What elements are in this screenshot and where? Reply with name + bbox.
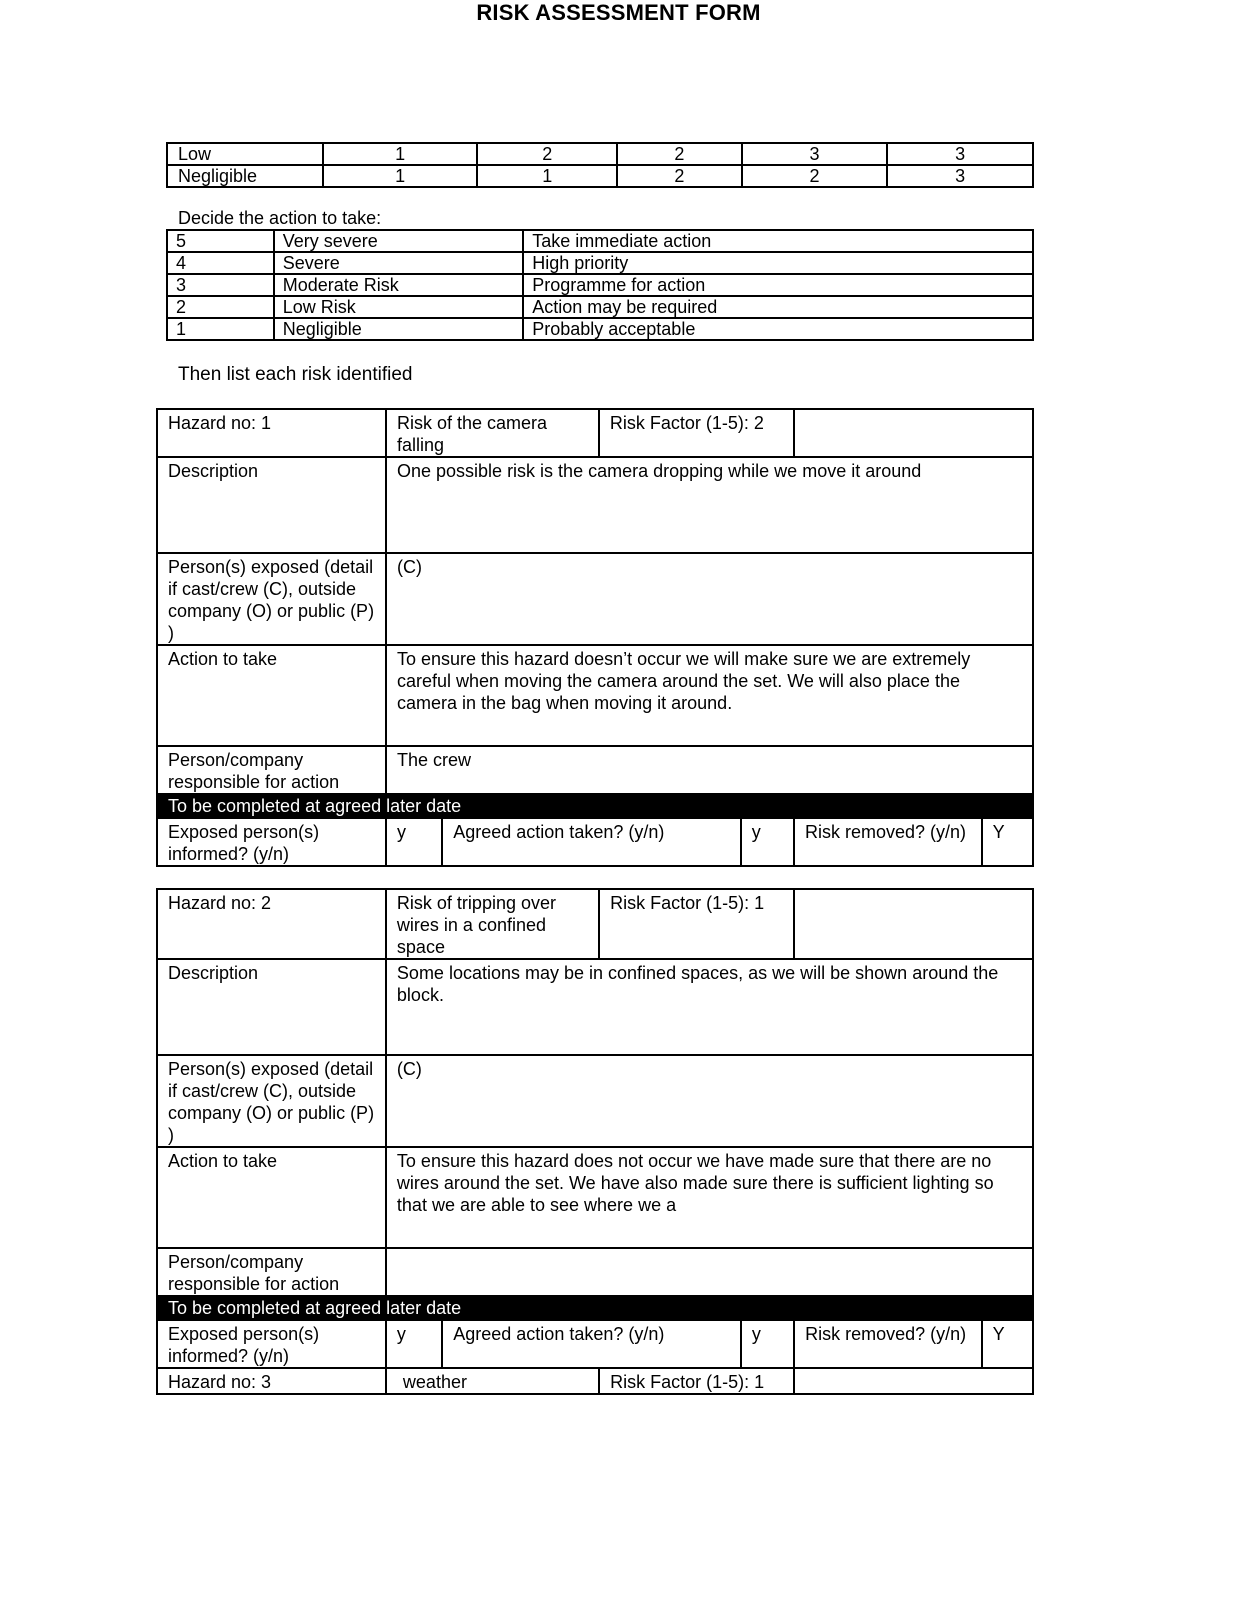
hazard-description: Some locations may be in confined spaces, as we will be shown around the block. bbox=[386, 959, 1033, 1055]
hazard-action: To ensure this hazard does not occur we have made sure that there are no wires around the set. We have also made sure there is sufficient lighting so that we are able to see where we a bbox=[386, 1147, 1033, 1248]
hazard-risk: Risk of the camera falling bbox=[386, 409, 599, 457]
agreed-label: Agreed action taken? (y/n) bbox=[442, 818, 741, 866]
description-label: Description bbox=[157, 959, 386, 1055]
responsible-label: Person/company responsible for action bbox=[157, 746, 386, 794]
matrix-cell: 3 bbox=[887, 143, 1033, 165]
agreed-value: y bbox=[741, 818, 794, 866]
action-row bbox=[167, 274, 1033, 296]
hazard-risk: Risk of tripping over wires in a confined space bbox=[386, 889, 599, 959]
action-score: 4 bbox=[167, 252, 274, 274]
hazard-description: One possible risk is the camera dropping while we move it around bbox=[386, 457, 1033, 553]
hazard-empty-cell bbox=[794, 889, 1033, 959]
matrix-row-negligible bbox=[167, 165, 1033, 187]
action-score: 2 bbox=[167, 296, 274, 318]
matrix-cell: 1 bbox=[323, 165, 478, 187]
removed-label: Risk removed? (y/n) bbox=[794, 1320, 982, 1368]
persons-exposed-label: Person(s) exposed (detail if cast/crew (C), outside company (O) or public (P) ) bbox=[157, 1055, 386, 1147]
matrix-cell: 2 bbox=[617, 143, 742, 165]
informed-value: y bbox=[386, 818, 442, 866]
action-row bbox=[167, 296, 1033, 318]
action-table bbox=[166, 229, 1034, 341]
removed-value: Y bbox=[982, 818, 1033, 866]
action-level: Moderate Risk bbox=[274, 274, 524, 296]
action-text: High priority bbox=[523, 252, 1033, 274]
action-row bbox=[167, 230, 1033, 252]
later-date-banner: To be completed at agreed later date bbox=[157, 1296, 1033, 1320]
action-score: 3 bbox=[167, 274, 274, 296]
hazard-number: Hazard no: 1 bbox=[157, 409, 386, 457]
hazard-responsible bbox=[386, 1248, 1033, 1296]
matrix-cell: 2 bbox=[477, 143, 617, 165]
hazard-empty-cell bbox=[794, 409, 1033, 457]
action-score: 5 bbox=[167, 230, 274, 252]
hazard-risk: weather bbox=[386, 1368, 599, 1394]
matrix-row-label: Low bbox=[167, 143, 323, 165]
action-text: Action may be required bbox=[523, 296, 1033, 318]
list-label: Then list each risk identified bbox=[178, 364, 413, 385]
action-text: Programme for action bbox=[523, 274, 1033, 296]
action-to-take-label: Action to take bbox=[157, 645, 386, 746]
removed-label: Risk removed? (y/n) bbox=[794, 818, 982, 866]
page-title: RISK ASSESSMENT FORM bbox=[476, 0, 761, 25]
hazard-risk-factor: Risk Factor (1-5): 2 bbox=[599, 409, 794, 457]
matrix-cell: 1 bbox=[477, 165, 617, 187]
hazard-responsible: The crew bbox=[386, 746, 1033, 794]
action-score: 1 bbox=[167, 318, 274, 340]
action-to-take-label: Action to take bbox=[157, 1147, 386, 1248]
action-row bbox=[167, 252, 1033, 274]
matrix-cell: 2 bbox=[742, 165, 888, 187]
hazard-table-2 bbox=[156, 888, 1034, 1395]
responsible-label: Person/company responsible for action bbox=[157, 1248, 386, 1296]
hazard-action: To ensure this hazard doesn’t occur we will make sure we are extremely careful when moving the camera around the set. We will also place the camera in the bag when moving it around. bbox=[386, 645, 1033, 746]
later-date-banner: To be completed at agreed later date bbox=[157, 794, 1033, 818]
decide-label: Decide the action to take: bbox=[178, 208, 382, 228]
action-text: Probably acceptable bbox=[523, 318, 1033, 340]
action-text: Take immediate action bbox=[523, 230, 1033, 252]
removed-value: Y bbox=[982, 1320, 1033, 1368]
matrix-cell: 2 bbox=[617, 165, 742, 187]
persons-exposed-label: Person(s) exposed (detail if cast/crew (C), outside company (O) or public (P) ) bbox=[157, 553, 386, 645]
hazard-empty-cell bbox=[794, 1368, 1033, 1394]
matrix-cell: 3 bbox=[742, 143, 888, 165]
hazard-exposed: (C) bbox=[386, 553, 1033, 645]
informed-label: Exposed person(s) informed? (y/n) bbox=[157, 818, 386, 866]
description-label: Description bbox=[157, 457, 386, 553]
action-level: Severe bbox=[274, 252, 524, 274]
agreed-label: Agreed action taken? (y/n) bbox=[442, 1320, 741, 1368]
action-level: Very severe bbox=[274, 230, 524, 252]
matrix-cell: 3 bbox=[887, 165, 1033, 187]
matrix-row-label: Negligible bbox=[167, 165, 323, 187]
hazard-number: Hazard no: 2 bbox=[157, 889, 386, 959]
hazard-risk-factor: Risk Factor (1-5): 1 bbox=[599, 889, 794, 959]
informed-label: Exposed person(s) informed? (y/n) bbox=[157, 1320, 386, 1368]
informed-value: y bbox=[386, 1320, 442, 1368]
hazard-risk-factor: Risk Factor (1-5): 1 bbox=[599, 1368, 794, 1394]
hazard-table-1 bbox=[156, 408, 1034, 867]
action-level: Negligible bbox=[274, 318, 524, 340]
matrix-row-low bbox=[167, 143, 1033, 165]
hazard-number: Hazard no: 3 bbox=[157, 1368, 386, 1394]
hazard-exposed: (C) bbox=[386, 1055, 1033, 1147]
agreed-value: y bbox=[741, 1320, 794, 1368]
action-level: Low Risk bbox=[274, 296, 524, 318]
action-row bbox=[167, 318, 1033, 340]
risk-matrix bbox=[166, 142, 1034, 188]
matrix-cell: 1 bbox=[323, 143, 478, 165]
